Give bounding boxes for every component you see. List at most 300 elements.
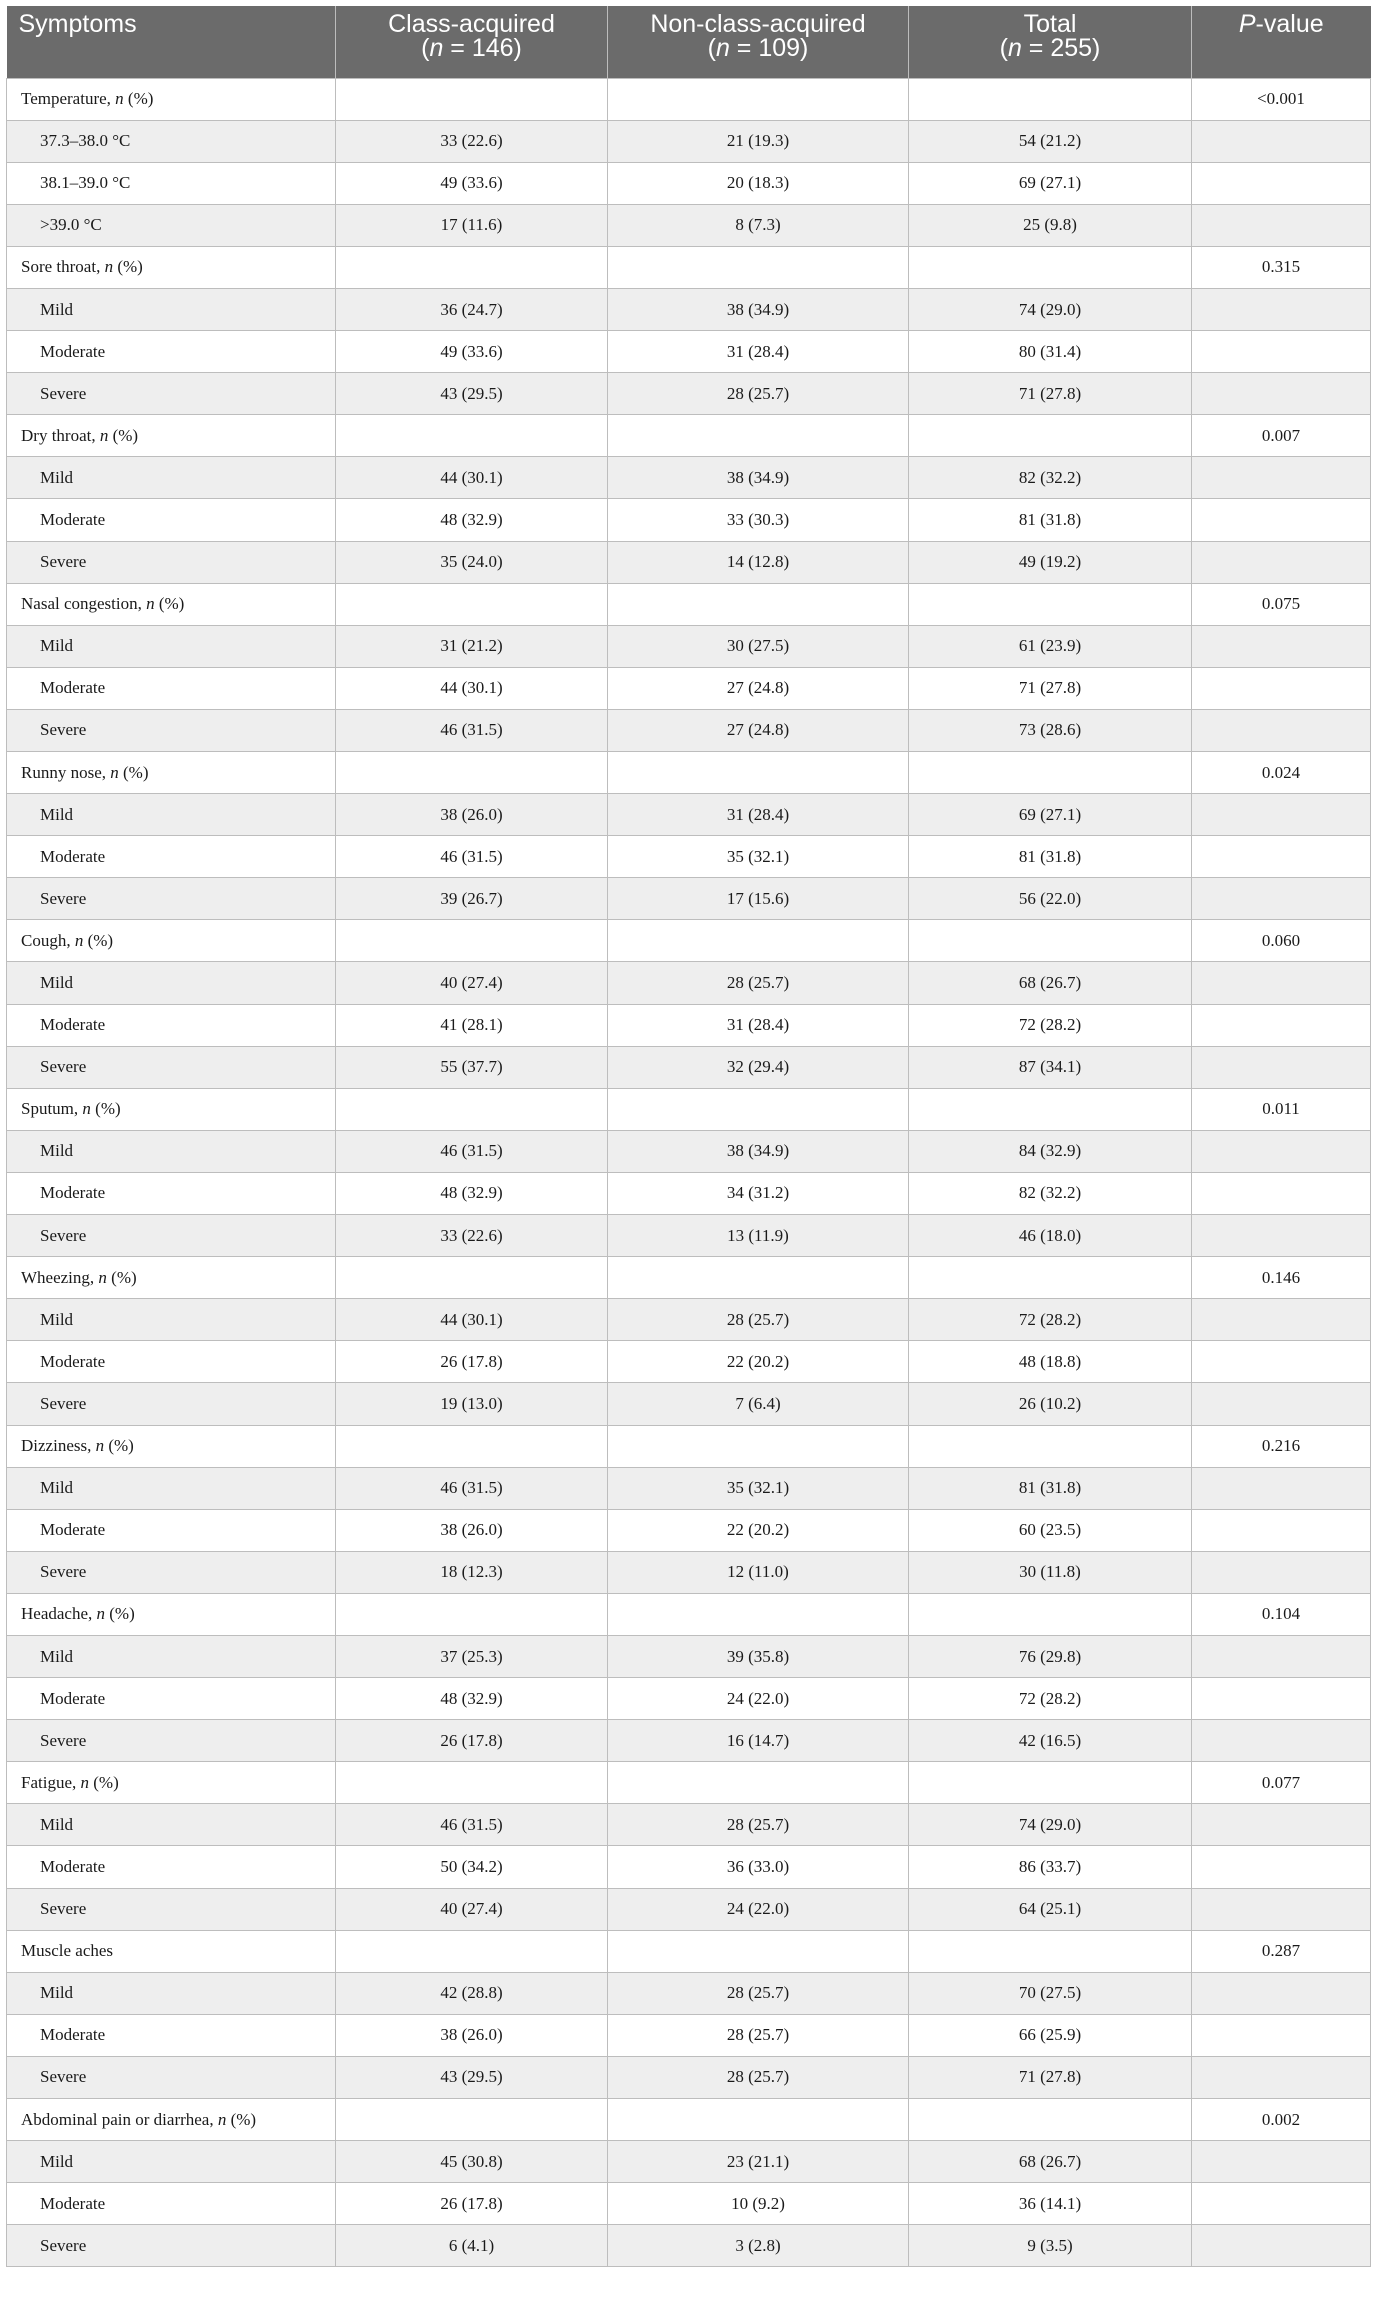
- class-acquired-cell: 49 (33.6): [336, 331, 608, 373]
- pvalue-cell: 0.104: [1192, 1593, 1371, 1635]
- non-class-acquired-cell: 21 (19.3): [608, 120, 909, 162]
- symptom-group-row: [7, 1593, 1371, 1635]
- non-class-acquired-cell: 34 (31.2): [608, 1172, 909, 1214]
- pvalue-cell: [1192, 836, 1371, 878]
- class-acquired-cell: [336, 1257, 608, 1299]
- pvalue-cell: 0.007: [1192, 415, 1371, 457]
- total-cell: 81 (31.8): [909, 836, 1192, 878]
- pvalue-cell: [1192, 1635, 1371, 1677]
- pvalue-cell: [1192, 2056, 1371, 2098]
- symptom-level-row: [7, 794, 1371, 836]
- total-cell: 74 (29.0): [909, 1804, 1192, 1846]
- total-cell: 69 (27.1): [909, 794, 1192, 836]
- symptom-label: Moderate: [7, 1341, 336, 1383]
- total-cell: 60 (23.5): [909, 1509, 1192, 1551]
- symptom-level-row: [7, 1215, 1371, 1257]
- total-cell: 70 (27.5): [909, 1972, 1192, 2014]
- non-class-acquired-cell: 27 (24.8): [608, 667, 909, 709]
- header-class-acquired: [336, 6, 608, 78]
- class-acquired-cell: 41 (28.1): [336, 1004, 608, 1046]
- non-class-acquired-cell: 7 (6.4): [608, 1383, 909, 1425]
- total-cell: 49 (19.2): [909, 541, 1192, 583]
- header-class-acquired-n: (n = 146): [421, 34, 522, 62]
- symptom-level-row: [7, 2183, 1371, 2225]
- non-class-acquired-cell: [608, 1593, 909, 1635]
- non-class-acquired-cell: 38 (34.9): [608, 288, 909, 330]
- symptom-level-row: [7, 499, 1371, 541]
- symptom-group-row: [7, 1088, 1371, 1130]
- non-class-acquired-cell: 31 (28.4): [608, 331, 909, 373]
- class-acquired-cell: [336, 752, 608, 794]
- class-acquired-cell: 55 (37.7): [336, 1046, 608, 1088]
- total-cell: 87 (34.1): [909, 1046, 1192, 1088]
- symptom-label: Wheezing, n (%): [7, 1257, 336, 1299]
- symptom-label: Muscle aches: [7, 1930, 336, 1972]
- class-acquired-cell: [336, 246, 608, 288]
- pvalue-cell: [1192, 1720, 1371, 1762]
- header-pvalue: P-value: [1192, 6, 1371, 78]
- header-total-label: Total: [1023, 10, 1077, 38]
- class-acquired-cell: 43 (29.5): [336, 2056, 608, 2098]
- symptom-level-row: [7, 1509, 1371, 1551]
- symptom-group-row: [7, 1425, 1371, 1467]
- class-acquired-cell: 17 (11.6): [336, 204, 608, 246]
- total-cell: 69 (27.1): [909, 162, 1192, 204]
- total-cell: 25 (9.8): [909, 204, 1192, 246]
- class-acquired-cell: [336, 2099, 608, 2141]
- non-class-acquired-cell: 13 (11.9): [608, 1215, 909, 1257]
- header-row: [7, 6, 1371, 78]
- symptom-level-row: [7, 1720, 1371, 1762]
- header-non-class-acquired-label: Non-class-acquired: [650, 10, 866, 38]
- symptom-label: Moderate: [7, 2183, 336, 2225]
- non-class-acquired-cell: 22 (20.2): [608, 1509, 909, 1551]
- pvalue-cell: 0.075: [1192, 583, 1371, 625]
- symptom-label: Mild: [7, 1130, 336, 1172]
- total-cell: 61 (23.9): [909, 625, 1192, 667]
- class-acquired-cell: [336, 1762, 608, 1804]
- non-class-acquired-cell: [608, 583, 909, 625]
- symptom-level-row: [7, 2141, 1371, 2183]
- symptom-level-row: [7, 331, 1371, 373]
- total-cell: [909, 583, 1192, 625]
- non-class-acquired-cell: 17 (15.6): [608, 878, 909, 920]
- total-cell: [909, 1762, 1192, 1804]
- total-cell: 64 (25.1): [909, 1888, 1192, 1930]
- symptom-label: Mild: [7, 2141, 336, 2183]
- symptom-level-row: [7, 1172, 1371, 1214]
- class-acquired-cell: 44 (30.1): [336, 1299, 608, 1341]
- pvalue-cell: [1192, 499, 1371, 541]
- total-cell: 71 (27.8): [909, 2056, 1192, 2098]
- pvalue-cell: [1192, 162, 1371, 204]
- symptom-level-row: [7, 878, 1371, 920]
- symptom-group-row: [7, 78, 1371, 120]
- non-class-acquired-cell: [608, 246, 909, 288]
- pvalue-cell: [1192, 794, 1371, 836]
- pvalue-cell: [1192, 1467, 1371, 1509]
- symptom-level-row: [7, 1972, 1371, 2014]
- pvalue-cell: [1192, 709, 1371, 751]
- total-cell: [909, 1930, 1192, 1972]
- symptom-group-row: [7, 2099, 1371, 2141]
- non-class-acquired-cell: 28 (25.7): [608, 373, 909, 415]
- total-cell: [909, 1257, 1192, 1299]
- class-acquired-cell: 49 (33.6): [336, 162, 608, 204]
- class-acquired-cell: 46 (31.5): [336, 709, 608, 751]
- symptom-level-row: [7, 204, 1371, 246]
- class-acquired-cell: [336, 1088, 608, 1130]
- non-class-acquired-cell: 24 (22.0): [608, 1888, 909, 1930]
- symptom-level-row: [7, 1341, 1371, 1383]
- total-cell: [909, 1425, 1192, 1467]
- pvalue-cell: [1192, 2141, 1371, 2183]
- header-total-n: (n = 255): [999, 34, 1101, 62]
- pvalue-cell: [1192, 1299, 1371, 1341]
- symptom-label: >39.0 °C: [7, 204, 336, 246]
- pvalue-cell: [1192, 878, 1371, 920]
- non-class-acquired-cell: [608, 752, 909, 794]
- symptom-label: Severe: [7, 2056, 336, 2098]
- symptom-label: Severe: [7, 878, 336, 920]
- symptom-label: Moderate: [7, 2014, 336, 2056]
- total-cell: 71 (27.8): [909, 373, 1192, 415]
- pvalue-cell: 0.011: [1192, 1088, 1371, 1130]
- class-acquired-cell: 46 (31.5): [336, 1467, 608, 1509]
- symptom-level-row: [7, 162, 1371, 204]
- class-acquired-cell: 38 (26.0): [336, 794, 608, 836]
- symptom-label: Moderate: [7, 667, 336, 709]
- symptom-level-row: [7, 962, 1371, 1004]
- symptom-level-row: [7, 2225, 1371, 2267]
- total-cell: [909, 78, 1192, 120]
- symptom-level-row: [7, 667, 1371, 709]
- symptom-label: Fatigue, n (%): [7, 1762, 336, 1804]
- table-body: [7, 78, 1371, 2267]
- symptom-label: Severe: [7, 1383, 336, 1425]
- non-class-acquired-cell: 28 (25.7): [608, 1299, 909, 1341]
- non-class-acquired-cell: [608, 1425, 909, 1467]
- symptom-label: Mild: [7, 457, 336, 499]
- total-cell: [909, 1088, 1192, 1130]
- class-acquired-cell: 26 (17.8): [336, 1720, 608, 1762]
- total-cell: 72 (28.2): [909, 1004, 1192, 1046]
- symptom-level-row: [7, 1678, 1371, 1720]
- symptom-label: Moderate: [7, 331, 336, 373]
- symptom-level-row: [7, 2014, 1371, 2056]
- total-cell: 82 (32.2): [909, 457, 1192, 499]
- non-class-acquired-cell: [608, 1257, 909, 1299]
- total-cell: [909, 752, 1192, 794]
- class-acquired-cell: 38 (26.0): [336, 2014, 608, 2056]
- symptom-label: Mild: [7, 625, 336, 667]
- total-cell: 81 (31.8): [909, 1467, 1192, 1509]
- non-class-acquired-cell: 31 (28.4): [608, 794, 909, 836]
- symptom-label: Headache, n (%): [7, 1593, 336, 1635]
- non-class-acquired-cell: 39 (35.8): [608, 1635, 909, 1677]
- total-cell: [909, 246, 1192, 288]
- symptom-label: Severe: [7, 1551, 336, 1593]
- symptom-level-row: [7, 1846, 1371, 1888]
- non-class-acquired-cell: 35 (32.1): [608, 1467, 909, 1509]
- pvalue-cell: 0.146: [1192, 1257, 1371, 1299]
- class-acquired-cell: 6 (4.1): [336, 2225, 608, 2267]
- header-non-class-acquired-n: (n = 109): [707, 34, 809, 62]
- pvalue-cell: [1192, 1888, 1371, 1930]
- total-cell: 76 (29.8): [909, 1635, 1192, 1677]
- symptom-level-row: [7, 1004, 1371, 1046]
- symptom-label: Cough, n (%): [7, 920, 336, 962]
- non-class-acquired-cell: [608, 1930, 909, 1972]
- symptom-group-row: [7, 1762, 1371, 1804]
- pvalue-cell: [1192, 204, 1371, 246]
- non-class-acquired-cell: 31 (28.4): [608, 1004, 909, 1046]
- total-cell: 46 (18.0): [909, 1215, 1192, 1257]
- pvalue-cell: [1192, 1972, 1371, 2014]
- symptom-level-row: [7, 1551, 1371, 1593]
- class-acquired-cell: 42 (28.8): [336, 1972, 608, 2014]
- non-class-acquired-cell: 3 (2.8): [608, 2225, 909, 2267]
- class-acquired-cell: 31 (21.2): [336, 625, 608, 667]
- symptom-label: Severe: [7, 541, 336, 583]
- symptom-level-row: [7, 709, 1371, 751]
- pvalue-cell: [1192, 2225, 1371, 2267]
- symptom-group-row: [7, 1930, 1371, 1972]
- class-acquired-cell: 18 (12.3): [336, 1551, 608, 1593]
- symptom-label: Moderate: [7, 499, 336, 541]
- total-cell: [909, 920, 1192, 962]
- non-class-acquired-cell: 20 (18.3): [608, 162, 909, 204]
- symptom-group-row: [7, 752, 1371, 794]
- symptom-group-row: [7, 920, 1371, 962]
- non-class-acquired-cell: 28 (25.7): [608, 962, 909, 1004]
- class-acquired-cell: 36 (24.7): [336, 288, 608, 330]
- pvalue-cell: 0.077: [1192, 1762, 1371, 1804]
- pvalue-cell: [1192, 541, 1371, 583]
- pvalue-cell: <0.001: [1192, 78, 1371, 120]
- pvalue-cell: [1192, 1551, 1371, 1593]
- non-class-acquired-cell: 33 (30.3): [608, 499, 909, 541]
- non-class-acquired-cell: 14 (12.8): [608, 541, 909, 583]
- pvalue-cell: [1192, 1383, 1371, 1425]
- non-class-acquired-cell: 30 (27.5): [608, 625, 909, 667]
- pvalue-cell: [1192, 1678, 1371, 1720]
- non-class-acquired-cell: 12 (11.0): [608, 1551, 909, 1593]
- symptom-label: Moderate: [7, 1509, 336, 1551]
- pvalue-cell: [1192, 2183, 1371, 2225]
- class-acquired-cell: 44 (30.1): [336, 457, 608, 499]
- non-class-acquired-cell: 28 (25.7): [608, 2014, 909, 2056]
- symptoms-table-container: [6, 6, 1370, 2267]
- non-class-acquired-cell: [608, 78, 909, 120]
- symptom-level-row: [7, 1299, 1371, 1341]
- class-acquired-cell: [336, 1425, 608, 1467]
- symptom-level-row: [7, 1804, 1371, 1846]
- total-cell: 30 (11.8): [909, 1551, 1192, 1593]
- symptom-label: Moderate: [7, 1846, 336, 1888]
- class-acquired-cell: 40 (27.4): [336, 1888, 608, 1930]
- header-class-acquired-label: Class-acquired: [388, 10, 555, 38]
- class-acquired-cell: 50 (34.2): [336, 1846, 608, 1888]
- pvalue-cell: [1192, 962, 1371, 1004]
- non-class-acquired-cell: 23 (21.1): [608, 2141, 909, 2183]
- non-class-acquired-cell: 36 (33.0): [608, 1846, 909, 1888]
- symptom-level-row: [7, 836, 1371, 878]
- symptom-label: Mild: [7, 794, 336, 836]
- total-cell: 48 (18.8): [909, 1341, 1192, 1383]
- non-class-acquired-cell: 10 (9.2): [608, 2183, 909, 2225]
- pvalue-cell: 0.002: [1192, 2099, 1371, 2141]
- non-class-acquired-cell: 32 (29.4): [608, 1046, 909, 1088]
- class-acquired-cell: 26 (17.8): [336, 1341, 608, 1383]
- non-class-acquired-cell: 27 (24.8): [608, 709, 909, 751]
- total-cell: 68 (26.7): [909, 962, 1192, 1004]
- symptom-level-row: [7, 1467, 1371, 1509]
- non-class-acquired-cell: [608, 1762, 909, 1804]
- total-cell: 26 (10.2): [909, 1383, 1192, 1425]
- class-acquired-cell: 44 (30.1): [336, 667, 608, 709]
- class-acquired-cell: 43 (29.5): [336, 373, 608, 415]
- class-acquired-cell: 48 (32.9): [336, 499, 608, 541]
- non-class-acquired-cell: 8 (7.3): [608, 204, 909, 246]
- total-cell: 84 (32.9): [909, 1130, 1192, 1172]
- symptom-level-row: [7, 288, 1371, 330]
- total-cell: 42 (16.5): [909, 1720, 1192, 1762]
- class-acquired-cell: [336, 583, 608, 625]
- class-acquired-cell: 46 (31.5): [336, 1130, 608, 1172]
- total-cell: 66 (25.9): [909, 2014, 1192, 2056]
- non-class-acquired-cell: 24 (22.0): [608, 1678, 909, 1720]
- pvalue-cell: 0.024: [1192, 752, 1371, 794]
- pvalue-cell: [1192, 373, 1371, 415]
- symptom-level-row: [7, 541, 1371, 583]
- class-acquired-cell: [336, 1930, 608, 1972]
- symptom-label: Temperature, n (%): [7, 78, 336, 120]
- symptom-label: Mild: [7, 288, 336, 330]
- total-cell: 71 (27.8): [909, 667, 1192, 709]
- pvalue-cell: [1192, 288, 1371, 330]
- pvalue-cell: 0.315: [1192, 246, 1371, 288]
- symptom-label: Severe: [7, 2225, 336, 2267]
- class-acquired-cell: 35 (24.0): [336, 541, 608, 583]
- total-cell: 9 (3.5): [909, 2225, 1192, 2267]
- symptom-label: Mild: [7, 1972, 336, 2014]
- class-acquired-cell: 40 (27.4): [336, 962, 608, 1004]
- class-acquired-cell: 26 (17.8): [336, 2183, 608, 2225]
- total-cell: [909, 2099, 1192, 2141]
- symptom-label: 38.1–39.0 °C: [7, 162, 336, 204]
- symptom-group-row: [7, 1257, 1371, 1299]
- total-cell: 68 (26.7): [909, 2141, 1192, 2183]
- pvalue-cell: [1192, 1130, 1371, 1172]
- non-class-acquired-cell: [608, 415, 909, 457]
- class-acquired-cell: [336, 920, 608, 962]
- symptom-label: Moderate: [7, 1678, 336, 1720]
- symptom-label: Mild: [7, 1804, 336, 1846]
- total-cell: 36 (14.1): [909, 2183, 1192, 2225]
- symptom-label: Abdominal pain or diarrhea, n (%): [7, 2099, 336, 2141]
- symptom-label: Severe: [7, 1720, 336, 1762]
- pvalue-cell: [1192, 1046, 1371, 1088]
- non-class-acquired-cell: 28 (25.7): [608, 2056, 909, 2098]
- table-header: [7, 6, 1371, 78]
- class-acquired-cell: 46 (31.5): [336, 1804, 608, 1846]
- symptom-label: Severe: [7, 1215, 336, 1257]
- pvalue-cell: [1192, 1846, 1371, 1888]
- symptom-level-row: [7, 1383, 1371, 1425]
- symptom-label: Sore throat, n (%): [7, 246, 336, 288]
- symptom-level-row: [7, 373, 1371, 415]
- symptom-level-row: [7, 1046, 1371, 1088]
- header-symptoms: Symptoms: [7, 6, 336, 78]
- symptom-label: Dizziness, n (%): [7, 1425, 336, 1467]
- non-class-acquired-cell: [608, 2099, 909, 2141]
- total-cell: 82 (32.2): [909, 1172, 1192, 1214]
- total-cell: 72 (28.2): [909, 1299, 1192, 1341]
- total-cell: 81 (31.8): [909, 499, 1192, 541]
- non-class-acquired-cell: [608, 920, 909, 962]
- pvalue-cell: [1192, 120, 1371, 162]
- non-class-acquired-cell: 38 (34.9): [608, 457, 909, 499]
- non-class-acquired-cell: 16 (14.7): [608, 1720, 909, 1762]
- symptom-label: Moderate: [7, 1004, 336, 1046]
- pvalue-cell: [1192, 1509, 1371, 1551]
- symptom-label: Mild: [7, 1635, 336, 1677]
- class-acquired-cell: 37 (25.3): [336, 1635, 608, 1677]
- symptom-group-row: [7, 246, 1371, 288]
- non-class-acquired-cell: [608, 1088, 909, 1130]
- symptom-label: Nasal congestion, n (%): [7, 583, 336, 625]
- symptom-level-row: [7, 457, 1371, 499]
- class-acquired-cell: [336, 78, 608, 120]
- header-non-class-acquired: [608, 6, 909, 78]
- total-cell: 80 (31.4): [909, 331, 1192, 373]
- symptoms-table: [6, 6, 1371, 2267]
- total-cell: 56 (22.0): [909, 878, 1192, 920]
- non-class-acquired-cell: 35 (32.1): [608, 836, 909, 878]
- class-acquired-cell: 46 (31.5): [336, 836, 608, 878]
- non-class-acquired-cell: 38 (34.9): [608, 1130, 909, 1172]
- class-acquired-cell: 19 (13.0): [336, 1383, 608, 1425]
- symptom-level-row: [7, 120, 1371, 162]
- class-acquired-cell: 48 (32.9): [336, 1678, 608, 1720]
- symptom-label: Sputum, n (%): [7, 1088, 336, 1130]
- pvalue-cell: [1192, 457, 1371, 499]
- symptom-label: Runny nose, n (%): [7, 752, 336, 794]
- class-acquired-cell: 33 (22.6): [336, 120, 608, 162]
- total-cell: 74 (29.0): [909, 288, 1192, 330]
- symptom-level-row: [7, 2056, 1371, 2098]
- pvalue-cell: [1192, 1341, 1371, 1383]
- non-class-acquired-cell: 22 (20.2): [608, 1341, 909, 1383]
- symptom-label: Moderate: [7, 1172, 336, 1214]
- pvalue-cell: [1192, 331, 1371, 373]
- class-acquired-cell: [336, 1593, 608, 1635]
- symptom-label: Moderate: [7, 836, 336, 878]
- class-acquired-cell: 38 (26.0): [336, 1509, 608, 1551]
- pvalue-cell: [1192, 1004, 1371, 1046]
- total-cell: 73 (28.6): [909, 709, 1192, 751]
- symptom-label: Severe: [7, 709, 336, 751]
- header-total: [909, 6, 1192, 78]
- non-class-acquired-cell: 28 (25.7): [608, 1972, 909, 2014]
- total-cell: 86 (33.7): [909, 1846, 1192, 1888]
- symptom-level-row: [7, 1130, 1371, 1172]
- pvalue-cell: [1192, 2014, 1371, 2056]
- pvalue-cell: 0.060: [1192, 920, 1371, 962]
- pvalue-cell: 0.287: [1192, 1930, 1371, 1972]
- total-cell: 54 (21.2): [909, 120, 1192, 162]
